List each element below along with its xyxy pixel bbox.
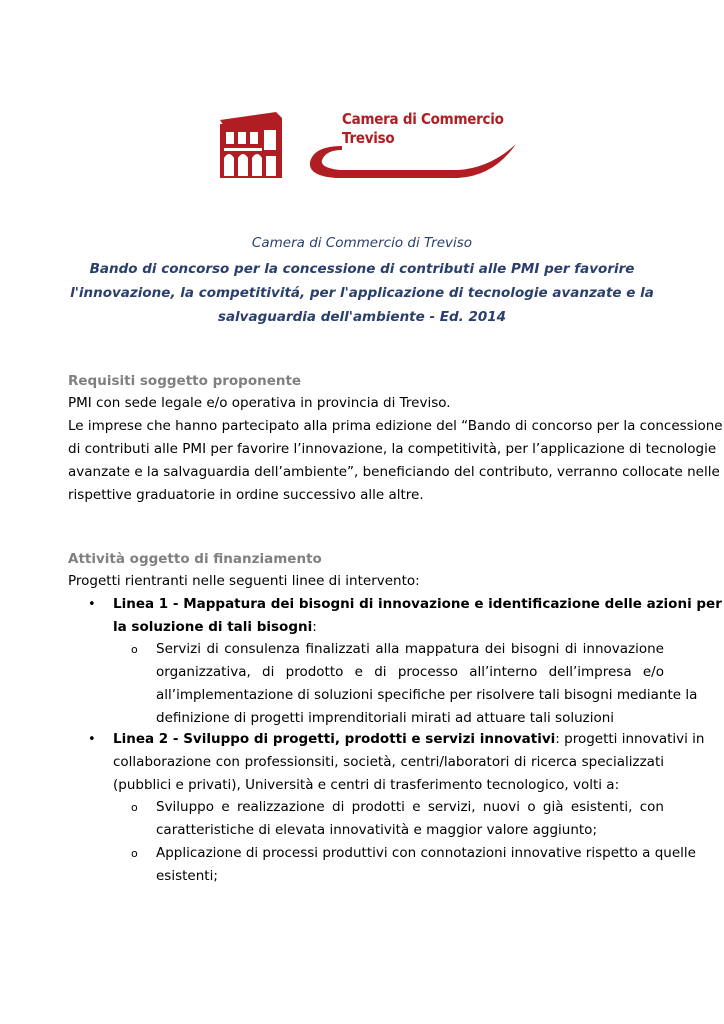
- section-title-attivita: Attività oggetto di finanziamento: [68, 551, 322, 567]
- paragraph-line: di contributi alle PMI per favorire l’innovazione, la competitività, per l’applicazione di tecnologie: [68, 441, 717, 457]
- linea-2-sub-item-2: [156, 842, 696, 888]
- logo-line-2: Treviso: [342, 129, 395, 147]
- linea-2-sub-item-1: [156, 796, 664, 842]
- linea-2-item: [113, 728, 705, 797]
- paragraph-line: Le imprese che hanno partecipato alla prima edizione del “Bando di concorso per la concessione: [68, 418, 723, 434]
- sub-line: organizzativa, di prodotto e di processo all’interno dell’impresa e/o: [156, 664, 664, 680]
- requisiti-paragraph: [68, 415, 723, 507]
- sub-line: Sviluppo e realizzazione di prodotti e servizi, nuovi o già esistenti, con: [156, 799, 664, 815]
- title-line-2: l'innovazione, la competitivitá, per l'applicazione di tecnologie avanzate e la: [70, 285, 654, 301]
- linea-1-bold: Linea 1 - Mappatura dei bisogni di innovazione e identificazione delle azioni per: [113, 596, 722, 612]
- sub-line: Applicazione di processi produttivi con connotazioni innovative rispetto a quelle: [156, 845, 696, 861]
- bullet-marker: •: [88, 732, 96, 747]
- document-title: [60, 257, 664, 329]
- sub-line: Servizi di consulenza finalizzati alla mappatura dei bisogni di innovazione: [156, 641, 664, 657]
- linea-2-line-3: (pubblici e privati), Università e centri di trasferimento tecnologico, volti a:: [113, 777, 620, 793]
- title-line-1: Bando di concorso per la concessione di contributi alle PMI per favorire: [89, 261, 635, 277]
- document-subtitle: Camera di Commercio di Treviso: [251, 235, 473, 251]
- linea-2-line-2: collaborazione con professionsiti, società, centri/laboratori di ricerca specializzati: [113, 754, 664, 770]
- logo-wordmark: [342, 110, 504, 148]
- requisiti-line: PMI con sede legale e/o operativa in provincia di Treviso.: [68, 395, 451, 411]
- linea-1-heading-line-1: [113, 593, 722, 616]
- paragraph-line: rispettive graduatorie in ordine successivo alle altre.: [68, 487, 424, 503]
- sub-line: caratteristiche di elevata innovatività e maggior valore aggiunto;: [156, 822, 597, 838]
- linea-2-rest: : progetti innovativi in: [555, 731, 705, 747]
- linea-1-sub-item: [156, 638, 698, 730]
- sub-line: all’implementazione di soluzioni specifiche per risolvere tali bisogni mediante la: [156, 687, 698, 703]
- sub-line: esistenti;: [156, 868, 218, 884]
- linea-1-heading-line-2: [113, 616, 664, 639]
- linea-2-bold: Linea 2 - Sviluppo di progetti, prodotti e servizi innovativi: [113, 731, 556, 747]
- linea-1-colon: :: [312, 619, 317, 635]
- logo-line-1: Camera di Commercio: [342, 110, 504, 128]
- title-line-3: salvaguardia dell'ambiente - Ed. 2014: [217, 309, 507, 325]
- linea-2-line-1: [113, 728, 705, 751]
- attivita-intro: Progetti rientranti nelle seguenti linee di intervento:: [68, 573, 420, 589]
- sub-bullet-marker: o: [131, 801, 138, 814]
- sub-bullet-marker: o: [131, 847, 138, 860]
- sub-line: definizione di progetti imprenditoriali mirati ad attuare tali soluzioni: [156, 710, 615, 726]
- bullet-marker: •: [88, 597, 96, 612]
- sub-bullet-marker: o: [131, 643, 138, 656]
- paragraph-line: avanzate e la salvaguardia dell’ambiente”, beneficiando del contributo, verranno collocate nelle: [68, 464, 720, 480]
- linea-1-bold-2: la soluzione di tali bisogni: [113, 619, 313, 635]
- camera-commercio-logo: [218, 106, 518, 182]
- linea-1-item: [113, 593, 722, 639]
- section-title-requisiti: Requisiti soggetto proponente: [68, 373, 302, 389]
